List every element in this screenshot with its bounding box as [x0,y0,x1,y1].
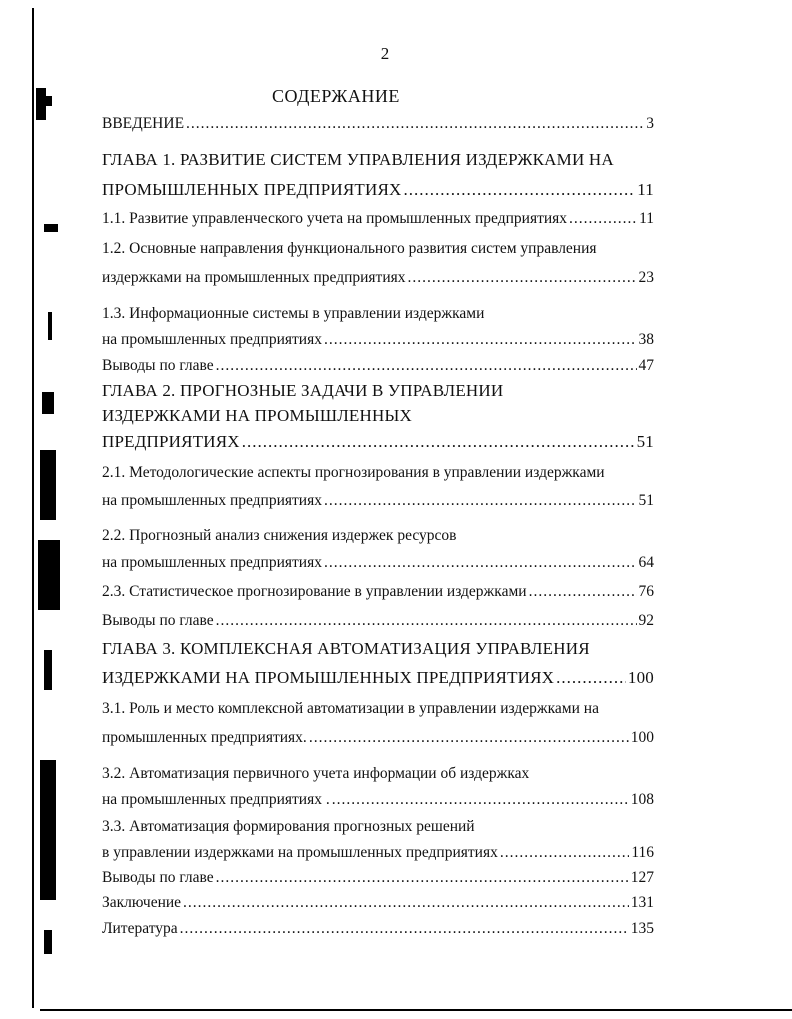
scan-speck [40,450,56,520]
toc-section-3-3-cont: в управлении издержками на промышленных предприятиях ..... 116 [102,843,654,863]
toc-conclusions-ch2: Выводы по главе ..... 92 [102,611,654,631]
toc-conclusion: Заключение ..... 131 [102,893,654,913]
leader-dots [216,868,629,888]
page-number: 2 [380,44,390,63]
leader-dots [183,893,629,913]
leader-dots [403,180,635,200]
toc-section-1-2: 1.2. Основные направления функционального развития систем управления [102,240,597,257]
scan-speck [38,540,60,610]
leader-dots [556,668,626,688]
toc-section-3-1: 3.1. Роль и место комплексной автоматизации в управлении издержками на [102,700,599,717]
scan-speck [42,392,54,414]
scan-edge-line [32,8,34,1008]
toc-chapter-2-heading: ГЛАВА 2. ПРОГНОЗНЫЕ ЗАДАЧИ В УПРАВЛЕНИИ [102,381,504,400]
toc-section-3-3: 3.3. Автоматизация формирования прогнозных решений [102,818,475,835]
toc-title: СОДЕРЖАНИЕ [272,86,400,106]
scan-speck [44,930,52,954]
toc-section-3-1-cont: промышленных предприятиях. ..... 100 [102,728,654,748]
scan-bottom-line [40,1009,792,1011]
toc-chapter-1-heading-cont: ПРОМЫШЛЕННЫХ ПРЕДПРИЯТИЯХ ..... 11 [102,180,654,200]
leader-dots [216,356,637,376]
leader-dots [186,114,644,134]
toc-section-2-2-cont: на промышленных предприятиях ..... 64 [102,553,654,573]
leader-dots [569,209,637,229]
scan-speck [40,760,56,900]
leader-dots [408,268,637,288]
leader-dots [500,843,629,863]
toc-section-3-2-cont: на промышленных предприятиях . ..... 108 [102,790,654,810]
toc-chapter-3-heading-cont: ИЗДЕРЖКАМИ НА ПРОМЫШЛЕННЫХ ПРЕДПРИЯТИЯХ ..... 100 [102,668,654,688]
toc-bibliography: Литература ..... 135 [102,919,654,939]
toc-section-3-2: 3.2. Автоматизация первичного учета информации об издержках [102,765,530,782]
toc-section-1-2-cont: издержками на промышленных предприятиях ..... 23 [102,268,654,288]
toc-section-2-1-cont: на промышленных предприятиях ..... 51 [102,491,654,511]
toc-conclusions-ch3: Выводы по главе ..... 127 [102,868,654,888]
leader-dots [324,553,637,573]
leader-dots [332,790,629,810]
leader-dots [309,728,629,748]
scan-speck [48,312,52,340]
leader-dots [324,330,637,350]
toc-chapter-2-heading-cont: ИЗДЕРЖКАМИ НА ПРОМЫШЛЕННЫХ [102,406,412,425]
toc-entry-introduction: ВВЕДЕНИЕ ..... 3 [102,114,654,134]
toc-section-1-3: 1.3. Информационные системы в управлении издержками [102,305,485,322]
leader-dots [180,919,629,939]
leader-dots [242,432,635,452]
leader-dots [529,582,637,602]
toc-section-2-3: 2.3. Статистическое прогнозирование в управлении издержками ..... 76 [102,582,654,602]
toc-chapter-3-heading: ГЛАВА 3. КОМПЛЕКСНАЯ АВТОМАТИЗАЦИЯ УПРАВЛЕНИЯ [102,639,590,658]
scan-edge-artifacts [0,0,70,1019]
toc-section-1-3-cont: на промышленных предприятиях ..... 38 [102,330,654,350]
leader-dots [216,611,637,631]
leader-dots [324,491,637,511]
toc-chapter-1-heading: ГЛАВА 1. РАЗВИТИЕ СИСТЕМ УПРАВЛЕНИЯ ИЗДЕРЖКАМИ НА [102,150,614,169]
scan-speck [44,224,58,232]
toc-section-2-1: 2.1. Методологические аспекты прогнозирования в управлении издержками [102,464,605,481]
toc-chapter-2-heading-end: ПРЕДПРИЯТИЯХ ..... 51 [102,432,654,452]
toc-section-1-1: 1.1. Развитие управленческого учета на промышленных предприятиях ..... 11 [102,209,654,229]
toc-conclusions-ch1: Выводы по главе ..... 47 [102,356,654,376]
toc-section-2-2: 2.2. Прогнозный анализ снижения издержек ресурсов [102,527,457,544]
scan-speck [44,650,52,690]
